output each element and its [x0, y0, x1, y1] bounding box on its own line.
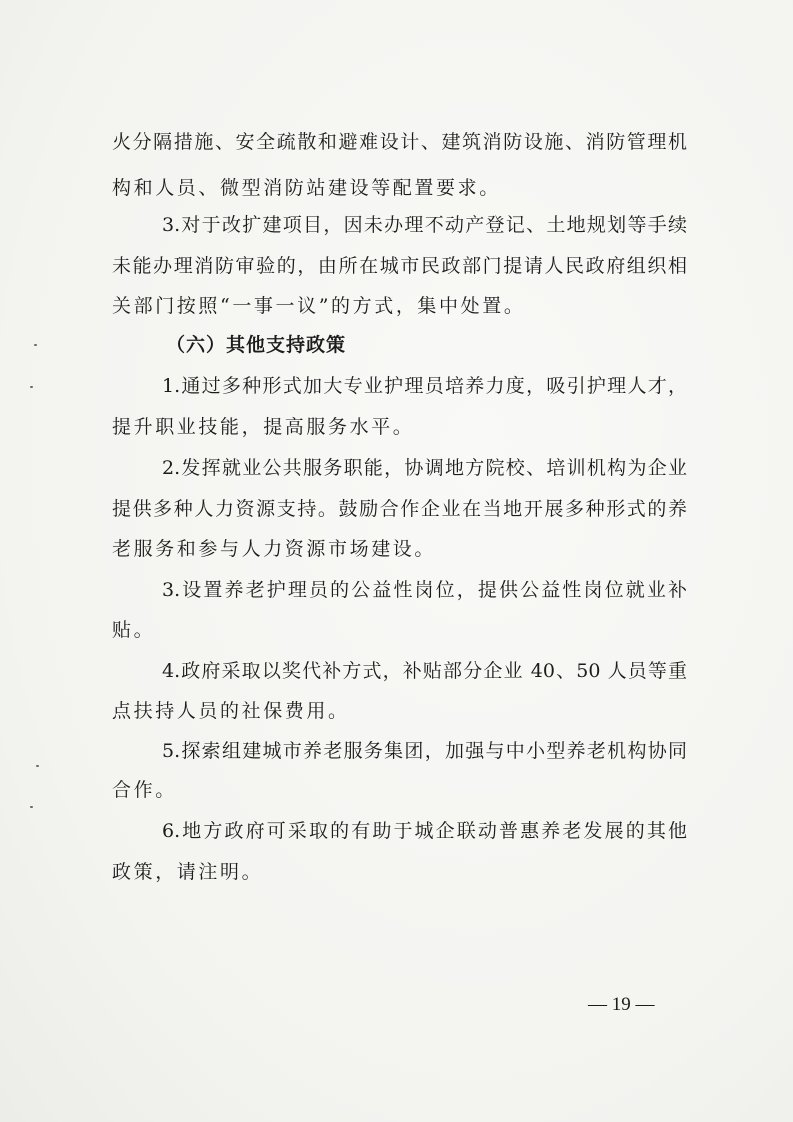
scan-speck	[30, 806, 33, 808]
text-line-15: 点扶持人员的社保费用。	[112, 700, 350, 722]
text-line-8: 提升职业技能，提高服务水平。	[112, 416, 415, 438]
text-line-4: 未能办理消防审验的，由所在城市民政部门提请人民政府组织相	[112, 255, 687, 277]
text-line-7: 1.通过多种形式加大专业护理员培养力度，吸引护理人才，	[162, 375, 687, 397]
text-line-17: 合作。	[112, 779, 177, 801]
text-line-10: 提供多种人力资源支持。鼓励合作企业在当地开展多种形式的养	[112, 498, 687, 520]
text-line-14: 4.政府采取以奖代补方式，补贴部分企业 40、50 人员等重	[162, 660, 687, 682]
scan-speck	[36, 765, 39, 767]
text-line-1: 火分隔措施、安全疏散和避难设计、建筑消防设施、消防管理机	[112, 131, 687, 153]
section-heading: （六）其他支持政策	[166, 334, 347, 356]
text-line-13: 贴。	[112, 619, 156, 641]
text-line-2: 构和人员、微型消防站建设等配置要求。	[112, 177, 501, 199]
text-line-12: 3.设置养老护理员的公益性岗位，提供公益性岗位就业补	[162, 579, 687, 601]
text-line-19: 政策，请注明。	[112, 861, 264, 883]
page-number: — 19 —	[588, 994, 655, 1015]
scan-speck	[34, 344, 37, 346]
text-line-9: 2.发挥就业公共服务职能，协调地方院校、培训机构为企业	[162, 457, 687, 479]
scan-speck	[30, 386, 33, 388]
text-line-18: 6.地方政府可采取的有助于城企联动普惠养老发展的其他	[162, 820, 687, 842]
text-line-11: 老服务和参与人力资源市场建设。	[112, 538, 437, 560]
text-line-16: 5.探索组建城市养老服务集团，加强与中小型养老机构协同	[162, 740, 687, 762]
text-line-5: 关部门按照“一事一议”的方式，集中处置。	[112, 295, 526, 317]
text-line-3: 3.对于改扩建项目，因未办理不动产登记、土地规划等手续	[162, 214, 687, 236]
